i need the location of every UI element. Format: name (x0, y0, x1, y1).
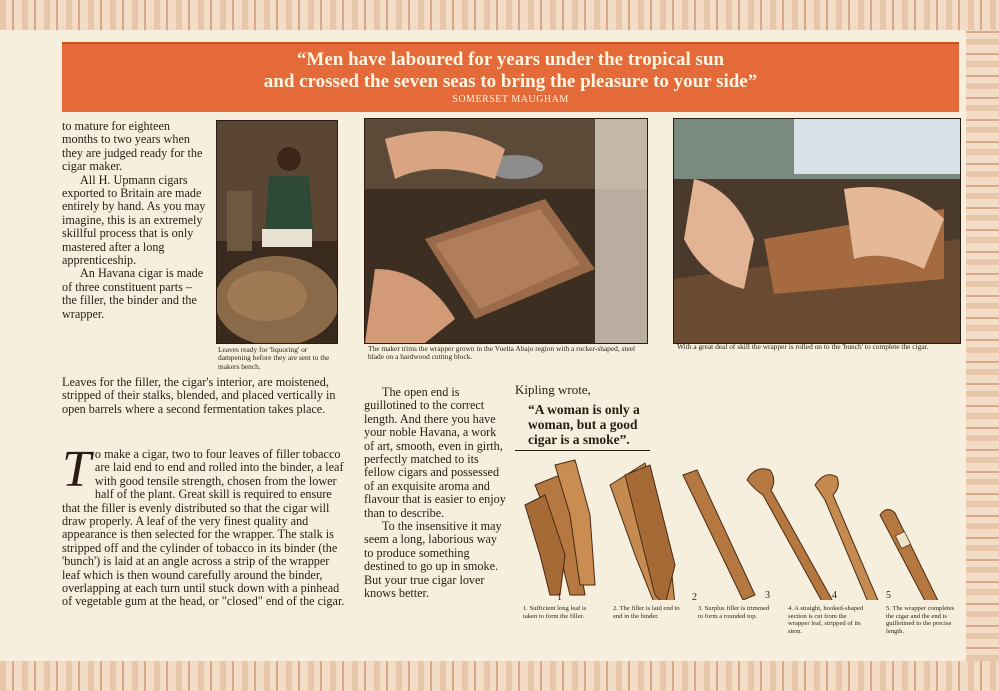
step-number-4: 4 (832, 590, 837, 601)
cigar-steps-illustration (515, 455, 960, 600)
main-body-column (62, 441, 347, 609)
conclusion-paragraph-2: To the insensitive it may seem a long, laborious way to produce something destined to go up in smoke. But your true cigar lover knows better. (364, 519, 502, 601)
filler-paragraph: Leaves for the filler, the cigar's interior, are moistened, stripped of their stalks, blended, and placed vertically in open barrels where a second fermentation takes place. (62, 375, 336, 416)
kipling-rule (515, 450, 650, 451)
step-2-bunch-icon (610, 463, 675, 600)
step-caption-5: 5. The wrapper completes the cigar and the end is guillotined to the precise length. (886, 605, 955, 635)
filler-paragraph-block (62, 376, 352, 416)
intro-paragraph-1: to mature for eighteen months to two years when they are judged ready for the cigar maker. (62, 119, 203, 174)
step-number-5: 5 (886, 590, 891, 601)
step-caption-2: 2. The filler is laid end to end in the binder. (613, 605, 680, 620)
quote-banner (62, 42, 959, 112)
magazine-page (0, 30, 966, 661)
intro-paragraph-3: An Havana cigar is made of three constituent parts – the filler, the binder and the wrapper. (62, 266, 204, 321)
kipling-quote: “A woman is only a woman, but a good cigar is a smoke”. (528, 402, 640, 447)
decorative-border-right (966, 30, 999, 661)
conclusion-paragraph-1: The open end is guillotined to the correct length. And there you have your noble Havana, a work of art, smooth, even in girth, perfectly matched to its fellow cigars and possessed of an exquisite aroma and flavour that is easier to enjoy than to describe. (364, 385, 506, 520)
photo-caption-1: Leaves ready for 'liquoring' or dampening before they are sent to the makers bench. (218, 345, 330, 371)
step-caption-3: 3. Surplus filler is trimmed to form a rounded top. (698, 605, 770, 620)
dropcap-letter: T (62, 441, 91, 498)
photo-caption-3: With a great deal of skill the wrapper is rolled on to the 'bunch' to complete the cigar. (677, 342, 929, 351)
conclusion-column (364, 386, 506, 601)
banner-quote-line2: and crossed the seven seas to bring the pleasure to your side” (263, 71, 758, 92)
banner-author: SOMERSET MAUGHAM (452, 94, 569, 105)
kipling-intro: Kipling wrote, (515, 382, 591, 397)
step-4-hooked-wrapper-icon (747, 469, 880, 600)
photo-wrapper-rolling (673, 118, 961, 344)
photo-wrapper-trimming (364, 118, 648, 344)
photo-caption-2: The maker trims the wrapper grown in the Vuelta Abajo region with a rocker-shaped, steel blade on a hardwood cutting block. (368, 344, 636, 362)
banner-quote-line1: “Men have laboured for years under the tropical sun (296, 49, 725, 70)
step-number-1: 1 (557, 592, 562, 603)
step-caption-4: 4. A straight, hooked-shaped section is cut from the wrapper leaf, stripped of its stem. (788, 605, 864, 635)
step-number-2: 2 (692, 592, 697, 603)
photo-tobacco-leaves (216, 120, 338, 344)
step-1-leaves-icon (525, 460, 595, 595)
step-number-3: 3 (765, 590, 770, 601)
step-5-finished-cigar-icon (880, 509, 945, 600)
step-caption-1: 1. Sufficient long leaf is taken to form the filler. (523, 605, 587, 620)
intro-paragraph-2: All H. Upmann cigars exported to Britain are made entirely by hand. As you may imagine, this is an extremely skillful process that is only mastered after a long apprenticeship. (62, 172, 206, 268)
main-body-text: o make a cigar, two to four leaves of filler tobacco are laid end to end and rolled into the binder, a leaf with good tensile strength, chosen from the lower half of the plant. Great skill is required to ensure that the filler is evenly distributed so that the cigar will draw properly. A leaf of the very finest quality and appearance is then selected for the wrapper. The stalk is stripped off and the cylinder of tobacco in its binder (the 'bunch') is laid at an angle across a strip of the wrapper leaf which is then wound carefully around the binder, overlapping at each turn until stuck down with a pinhead of vegetable gum at the head, or "closed" end of the cigar. (62, 447, 345, 609)
decorative-border-top (0, 0, 999, 30)
step-3-trimmed-icon (683, 470, 755, 600)
intro-column (62, 120, 207, 321)
decorative-border-bottom (0, 661, 999, 691)
